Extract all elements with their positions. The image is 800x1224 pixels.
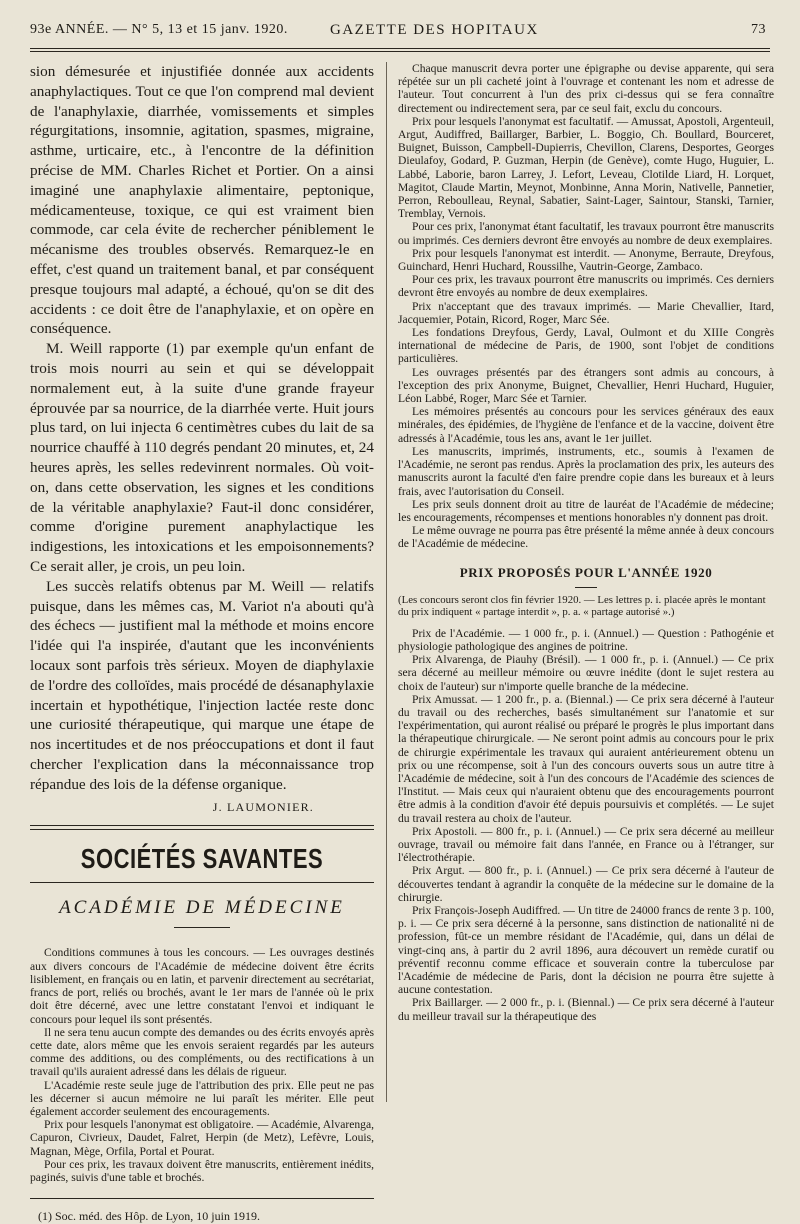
left-column: [30, 62, 374, 1224]
prize-entry: Prix Baillarger. — 2 000 fr., p. i. (Biennal.) — Ce prix sera décerné à l'auteur du meilleur travail sur la thérapeutique des: [398, 996, 774, 1023]
prize-entry: Prix François-Joseph Audiffred. — Un titre de 24000 francs de rente 3 p. 100, p. i. — Ce prix sera décerné à la personne, sans distinction de nationalité ni de profession, fût-ce un membre résidant de l'Académie, qui, dans un délai de vingt-cinq ans, à partir du 2 avril 1896, aura découvert un remède curatif ou préventif reconnu comme efficace et souverain contre la tuberculose par l'Académie de médecine de Paris, dont la décision ne pourra être sujette à aucune contestation.: [398, 903, 774, 997]
running-header: [30, 18, 770, 46]
rules-paragraph: Prix pour lesquels l'anonymat est facultatif. — Amussat, Apostoli, Argenteuil, Argut, Audiffred, Baillarger, Barbier, L. Boggio, Ch. Boullard, Bourceret, Buignet, Buisson, Campbell-Dupierris, Chevillon, Clarens, Desportes, Georges Dieulafoy, Godard, P. Guzman, Herpin (de Genève), comte Hugo, Huguier, L. Labbé, Laborie, baron Larrey, J. Lefort, Leveau, Clotilde Liard, H. Lorquet, Magitot, Claude Martin, Meynot, Monbinne, Anna Morin, Nativelle, Pannetier, Perron, Reboulleau, Reynal, Sabatier, Saint-Lager, Saintour, Stanski, Tarnier, Tremblay, Vernois.: [398, 114, 774, 221]
conditions-paragraph: Conditions communes à tous les concours. — Les ouvrages destinés aux divers concours de l'Académie de médecine doivent être écrits lisiblement, en français ou en latin, et parvenir directement au secrétariat, francs de port, reliés ou brochés, avant le 1er mars de l'année où le prix doit être décerné, avec une lettre constatant l'envoi et indiquant le concours pour lequel ils sont présentés.: [30, 946, 374, 1026]
header-rule: [30, 48, 770, 52]
rules-paragraph: Les ouvrages présentés par des étrangers sont admis au concours, à l'exception des prix Anonyme, Buignet, Chevallier, Henri Huchard, Huguier, Léon Labbé, Roger, Marc Sée et Tarnier.: [398, 365, 774, 406]
rules-paragraph: Les fondations Dreyfous, Gerdy, Laval, Oulmont et du XIIIe Congrès international de médecine de Paris, de 1900, sont l'objet de conditions particulières.: [398, 326, 774, 366]
article-paragraph: sion démesurée et injustifiée donnée aux accidents anaphylactiques. Tout ce que l'on comprend mal devient de l'anaphylaxie, diarrhée, vomissements et simples régurgitations, insomnie, agitation, spasmes, migraine, asthme, urticaire, etc., à l'encontre de la définition précise de MM. Charles Richet et Portier. On a ainsi imaginé une anaphylaxie alimentaire, peptonique, médicamenteuse, toxique, ce qui est vraiment bien commode, car cela évite de rechercher péniblement le mécanisme des troubles observés. Remarquez-le en effet, c'est quand un traitement banal, et par conséquent presque toujours mal adapté, a échoué, qu'on se dit des accidents : ce doit être de l'anaphylaxie, et on opère en conséquence.: [30, 63, 374, 338]
author-signature: J. LAUMONIER.: [212, 800, 314, 815]
prize-entry: Prix Amussat. — 1 200 fr., p. a. (Biennal.) — Ce prix sera décerné à l'auteur du travail ou des recherches, basés simultanément sur l'anatomie et sur l'expérimentation, qui auront réalisé ou préparé le progrès le plus important dans la thérapeutique chirurgicale. — Ne seront point admis au concours pour le prix de chirurgie expérimentale les travaux qui auraient antérieurement obtenu un prix ou une récompense, soit à l'un des concours ouverts sous un autre titre à l'Académie de médecine, soit à l'un des concours de l'Académie des sciences de l'Institut. — Mais ceux qui n'auraient obtenu que des encouragements pourront être admis à la condition d'avoir été depuis poursuivis et complétés. — Le sujet du travail restera au choix de l'auteur.: [398, 692, 774, 825]
rules-paragraph: Chaque manuscrit devra porter une épigraphe ou devise apparente, qui sera répétée sur un pli cacheté joint à l'ouvrage et contenant les nom et adresse de l'auteur. Tout concurrent à l'un des prix ci-dessus qui se fera connaître directement ou indirectement sera, par ce seul fait, exclu du concours.: [398, 62, 774, 115]
conditions-paragraph: L'Académie reste seule juge de l'attribution des prix. Elle peut ne pas les décerner si aucun mémoire ne lui paraît les mériter. Elle peut également accorder seulement des encouragements.: [30, 1078, 374, 1118]
rules-paragraph: Les prix seuls donnent droit au titre de lauréat de l'Académie de médecine; les encouragements, récompenses et mentions honorables n'y donnent pas droit.: [398, 497, 774, 524]
prize-entry: Prix Alvarenga, de Piauhy (Brésil). — 1 000 fr., p. i. (Annuel.) — Ce prix sera décerné au meilleur mémoire ou œuvre inédite (dont le sujet restera au choix de l'auteur) sur n'importe quelle branche de la médecine.: [398, 653, 774, 693]
rules-paragraph: Le même ouvrage ne pourra pas être présenté la même année à deux concours de l'Académie de médecine.: [398, 524, 774, 551]
footnote-rule: [30, 1198, 374, 1199]
prize-entry: Prix de l'Académie. — 1 000 fr., p. i. (Annuel.) — Question : Pathogénie et physiologie pathologique des angines de poitrine.: [398, 626, 774, 653]
conditions-paragraph: Prix pour lesquels l'anonymat est obligatoire. — Académie, Alvarenga, Capuron, Civrieux, Daudet, Falret, Herpin (de Metz), Lefèvre, Louis, Magnan, Mège, Orfila, Portal et Pourat.: [30, 1118, 374, 1158]
academy-title: ACADÉMIE DE MÉDECINE: [59, 897, 345, 919]
rules-paragraph: Les manuscrits, imprimés, instruments, etc., soumis à l'examen de l'Académie, ne seront pas rendus. Après la proclamation des prix, les auteurs des manuscrits auront la faculté d'en faire prendre copie dans les bureaux et à leurs frais, avec l'autorisation du Conseil.: [398, 444, 774, 498]
conditions-paragraph: Il ne sera tenu aucun compte des demandes ou des écrits envoyés après cette date, alors même que les envois seraient regardés par les auteurs comme des additions, ou des compléments, ou des rectifications à un travail qu'ils auraient adressé dans les délais de rigueur.: [30, 1025, 374, 1079]
section-separator: [30, 825, 374, 830]
footnote: (1) Soc. méd. des Hôp. de Lyon, 10 juin 1919.: [38, 1209, 260, 1224]
article-paragraph: M. Weill rapporte (1) par exemple qu'un enfant de trois mois nourri au sein et qui se développait normalement eut, à la suite d'une grande frayeur éprouvée par sa nourrice, de la diarrhée verte. Huit jours plus tard, on lui injecta 6 centimètres cubes du lait de sa nourrice chauffé à 110 degrés pendant 20 minutes, et, 24 heures après, les selles redevinrent normales. Où voit-on, dans cette observation, les signes et les conditions de la véritable anaphylaxie? Faut-il donc considérer, comme d'origine purement anaphylactique les indigestions, les intoxications et les empoisonnements? Ce serait aller, je crois, un peu loin.: [30, 340, 374, 575]
rules-paragraph: Prix n'acceptant que des travaux imprimés. — Marie Chevallier, Itard, Jacquemier, Potain, Ricord, Roger, Marc Sée.: [398, 299, 774, 326]
title-rule: [30, 882, 374, 883]
right-column: [398, 62, 774, 1023]
journal-title: GAZETTE DES HOPITAUX: [330, 22, 539, 38]
prize-heading: PRIX PROPOSÉS POUR L'ANNÉE 1920: [459, 564, 713, 580]
article-paragraph: Les succès relatifs obtenus par M. Weill — relatifs puisque, dans les mêmes cas, M. Variot n'a abouti qu'à des échecs — justifient mal la méthode et moins encore l'idée qui l'a inspirée, d'autant que les inconvénients locaux sont parfois très sérieux. Moyen de diaphylaxie de l'ordre des colloïdes, mais procédé de désanaphylaxie incertain et hypothétique, l'injection lactée reste donc une curiosité thérapeutique, qui marque une étape de nos incertitudes et de nos préoccupations et dont il faut chercher l'explication dans la méconnaissance trop répandue des lois de la défense organique.: [30, 577, 374, 793]
prize-entry: Prix Apostoli. — 800 fr., p. i. (Annuel.) — Ce prix sera décerné au meilleur ouvrage, travail ou mémoire fait dans l'année, en France ou à l'étranger, sur l'électrothérapie.: [398, 824, 774, 865]
prize-entry: Prix Argut. — 800 fr., p. i. (Annuel.) — Ce prix sera décerné à l'auteur de découvertes tendant à agrandir la conquête de la médecine sur le domaine de la chirurgie.: [398, 864, 774, 904]
short-rule: [174, 927, 230, 928]
issue-info: 93e ANNÉE. — N° 5, 13 et 15 janv. 1920.: [30, 22, 288, 37]
section-title: SOCIÉTÉS SAVANTES: [80, 843, 324, 875]
column-divider: [386, 62, 387, 1102]
prize-note: (Les concours seront clos fin février 1920. — Les lettres p. i. placée après le montant du prix indiquent « partage interdit », p. a. « partage autorisé ».): [398, 593, 766, 619]
conditions-paragraph: Pour ces prix, les travaux doivent être manuscrits, entièrement inédits, paginés, suivis d'une table et brochés.: [30, 1157, 374, 1184]
rules-paragraph: Prix pour lesquels l'anonymat est interdit. — Anonyme, Berraute, Dreyfous, Guinchard, Henri Huchard, Roussilhe, Vautrin-George, Zambaco.: [398, 246, 774, 274]
heading-rule: [575, 587, 597, 588]
rules-paragraph: Les mémoires présentés au concours pour les services généraux des eaux minérales, des épidémies, de l'hygiène de l'enfance et de la vaccine, doivent être adressés à l'Académie, tous les ans, avant le 1er juillet.: [398, 405, 774, 445]
rules-paragraph: Pour ces prix, les travaux pourront être manuscrits ou imprimés. Ces derniers devront être envoyés au nombre de deux exemplaires.: [398, 273, 774, 300]
page-number: 73: [751, 22, 766, 37]
rules-paragraph: Pour ces prix, l'anonymat étant facultatif, les travaux pourront être manuscrits ou imprimés. Ces derniers devront être envoyés au nombre de deux exemplaires.: [398, 220, 774, 247]
